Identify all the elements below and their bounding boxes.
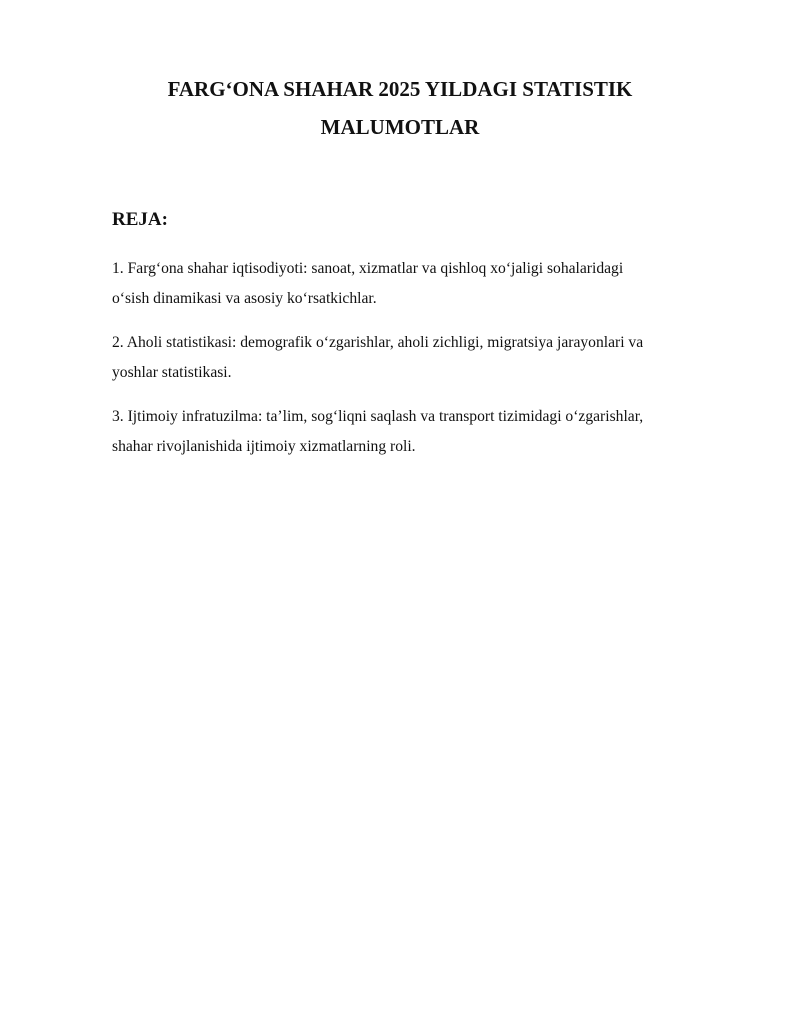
plan-item-3 (112, 402, 752, 462)
plan-heading: REJA: (112, 209, 168, 230)
plan-item-3-line-2: shahar rivojlanishida ijtimoiy xizmatlarning roli. (112, 438, 416, 455)
plan-item-2 (112, 328, 752, 388)
plan-item-3-line-1: 3. Ijtimoiy infratuzilma: ta’lim, sog‘liqni saqlash va transport tizimidagi o‘zgarishlar, (112, 408, 644, 425)
plan-item-1-line-2: o‘sish dinamikasi va asosiy ko‘rsatkichlar. (112, 290, 377, 307)
document-title-line-2: MALUMOTLAR (320, 115, 480, 139)
plan-item-2-line-1: 2. Aholi statistikasi: demografik o‘zgarishlar, aholi zichligi, migratsiya jarayonlari va (112, 334, 644, 351)
plan-list (112, 254, 752, 476)
document-title (110, 70, 690, 146)
plan-item-2-line-2: yoshlar statistikasi. (112, 364, 232, 381)
plan-item-1-line-1: 1. Farg‘ona shahar iqtisodiyoti: sanoat, xizmatlar va qishloq xo‘jaligi sohalaridagi (112, 260, 624, 277)
document-title-line-1: FARG‘ONA SHAHAR 2025 YILDAGI STATISTIK (167, 77, 633, 101)
plan-item-1 (112, 254, 752, 314)
